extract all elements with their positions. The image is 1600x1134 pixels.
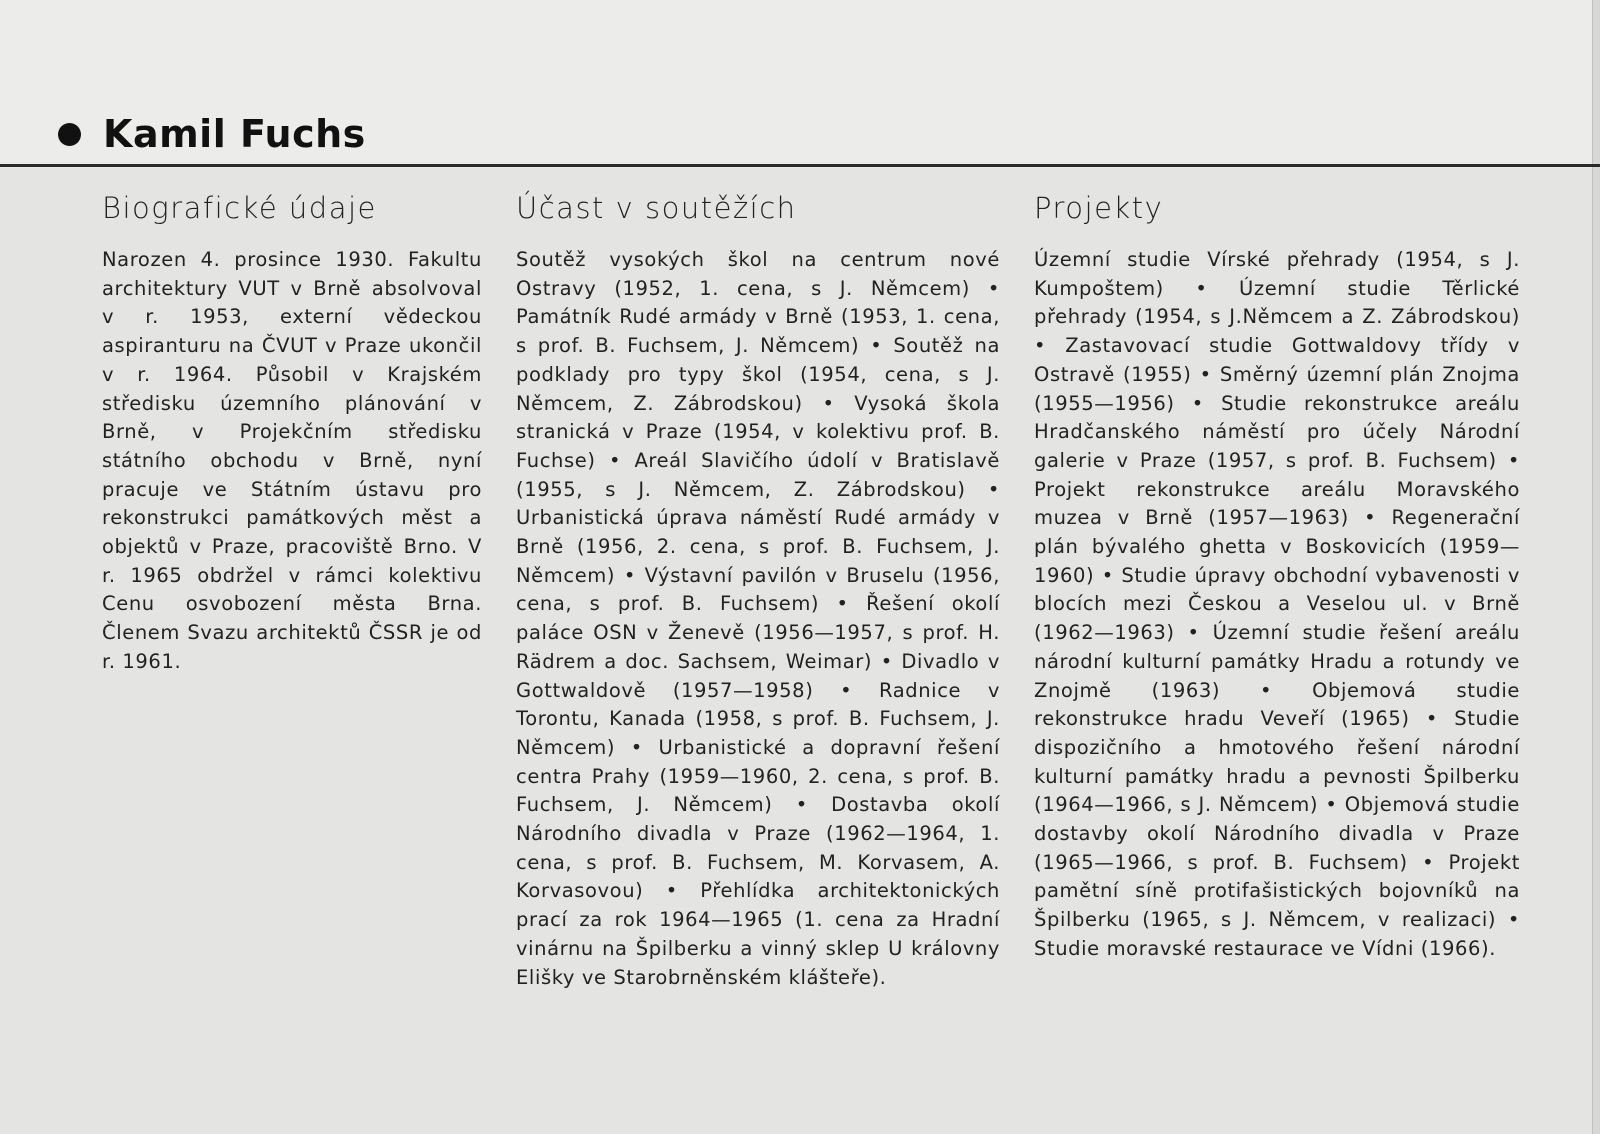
projects-column: [1034, 186, 1520, 964]
projects-text: Územní studie Vírské přehrady (1954, s J. Kumpoštem) • Územní studie Těrlické přehrady (1954, s J.Němcem a Z. Zábrodskou) • Zastavovací studie Gottwaldovy třídy v Ostravě (1955) • Směrný územní plán Znojma (1955—1956) • Studie rekonstrukce areálu Hradčanského náměstí pro účely Národní galerie v Praze (1957, s prof. B. Fuchsem) • Projekt rekonstrukce areálu Moravského muzea v Brně (1957—1963) • Regenerační plán bývalého ghetta v Boskovicích (1959—1960) • Studie úpravy obchodní vybavenosti v blocích mezi Českou a Veselou ul. v Brně (1962—1963) • Územní studie řešení areálu národní kulturní památky Hradu a rotundy ve Znojmě (1963) • Objemová studie rekonstrukce hradu Veveří (1965) • Studie dispozičního a hmotového řešení národní kulturní památky hradu a pevnosti Špilberku (1964—1966, s J. Němcem) • Objemová studie dostavby okolí Národního divadla v Praze (1965—1966, s prof. B. Fuchsem) • Projekt pamětní síně protifašistických bojovníků na Špilberku (1965, s J. Němcem, v realizaci) • Studie moravské restaurace ve Vídni (1966).: [1034, 248, 1520, 960]
competitions-heading: Účast v soutěžích: [516, 191, 797, 225]
page-title: Kamil Fuchs: [103, 112, 366, 156]
biography-text: Narozen 4. prosince 1930. Fakultu architektury VUT v Brně absolvoval v r. 1953, externí vědeckou aspiranturu na ČVUT v Praze ukončil v r. 1964. Působil v Krajském středisku územního plánování v Brně, v Projekčním středisku státního obchodu v Brně, nyní pracuje ve Státním ústavu pro rekonstrukci památkových měst a objektů v Praze, pracoviště Brno. V r. 1965 obdržel v rámci kolektivu Cenu osvobození města Brna. Členem Svazu architektů ČSSR je od r. 1961.: [102, 248, 482, 673]
bullet-icon: [58, 123, 81, 146]
projects-heading: Projekty: [1034, 191, 1164, 225]
biography-heading: Biografické údaje: [102, 191, 377, 225]
competitions-column: [516, 186, 1000, 992]
title-row: [58, 104, 366, 164]
biography-column: [102, 186, 482, 677]
title-divider: [0, 164, 1600, 167]
competitions-text: Soutěž vysokých škol na centrum nové Ostravy (1952, 1. cena, s J. Němcem) • Památník Rudé armády v Brně (1953, 1. cena, s prof. B. Fuchsem, J. Němcem) • Soutěž na podklady pro typy škol (1954, cena, s J. Němcem, Z. Zábrodskou) • Vysoká škola stranická v Praze (1954, v kolektivu prof. B. Fuchse) • Areál Slavičího údolí v Bratislavě (1955, s J. Němcem, Z. Zábrodskou) • Urbanistická úprava náměstí Rudé armády v Brně (1956, 2. cena, s prof. B. Fuchsem, J. Němcem) • Výstavní pavilón v Bruselu (1956, cena, s prof. B. Fuchsem) • Řešení okolí paláce OSN v Ženevě (1956—1957, s prof. H. Rädrem a doc. Sachsem, Weimar) • Divadlo v Gottwaldově (1957—1958) • Radnice v Torontu, Kanada (1958, s prof. B. Fuchsem, J. Němcem) • Urbanistické a dopravní řešení centra Prahy (1959—1960, 2. cena, s prof. B. Fuchsem, J. Němcem) • Dostavba okolí Národního divadla v Praze (1962—1964, 1. cena, s prof. B. Fuchsem, M. Korvasem, A. Korvasovou) • Přehlídka architektonických prací za rok 1964—1965 (1. cena za Hradní vinárnu na Špilberku a vinný sklep U královny Elišky ve Starobrněnském klášteře).: [516, 248, 1000, 989]
page-edge: [1592, 0, 1600, 1134]
